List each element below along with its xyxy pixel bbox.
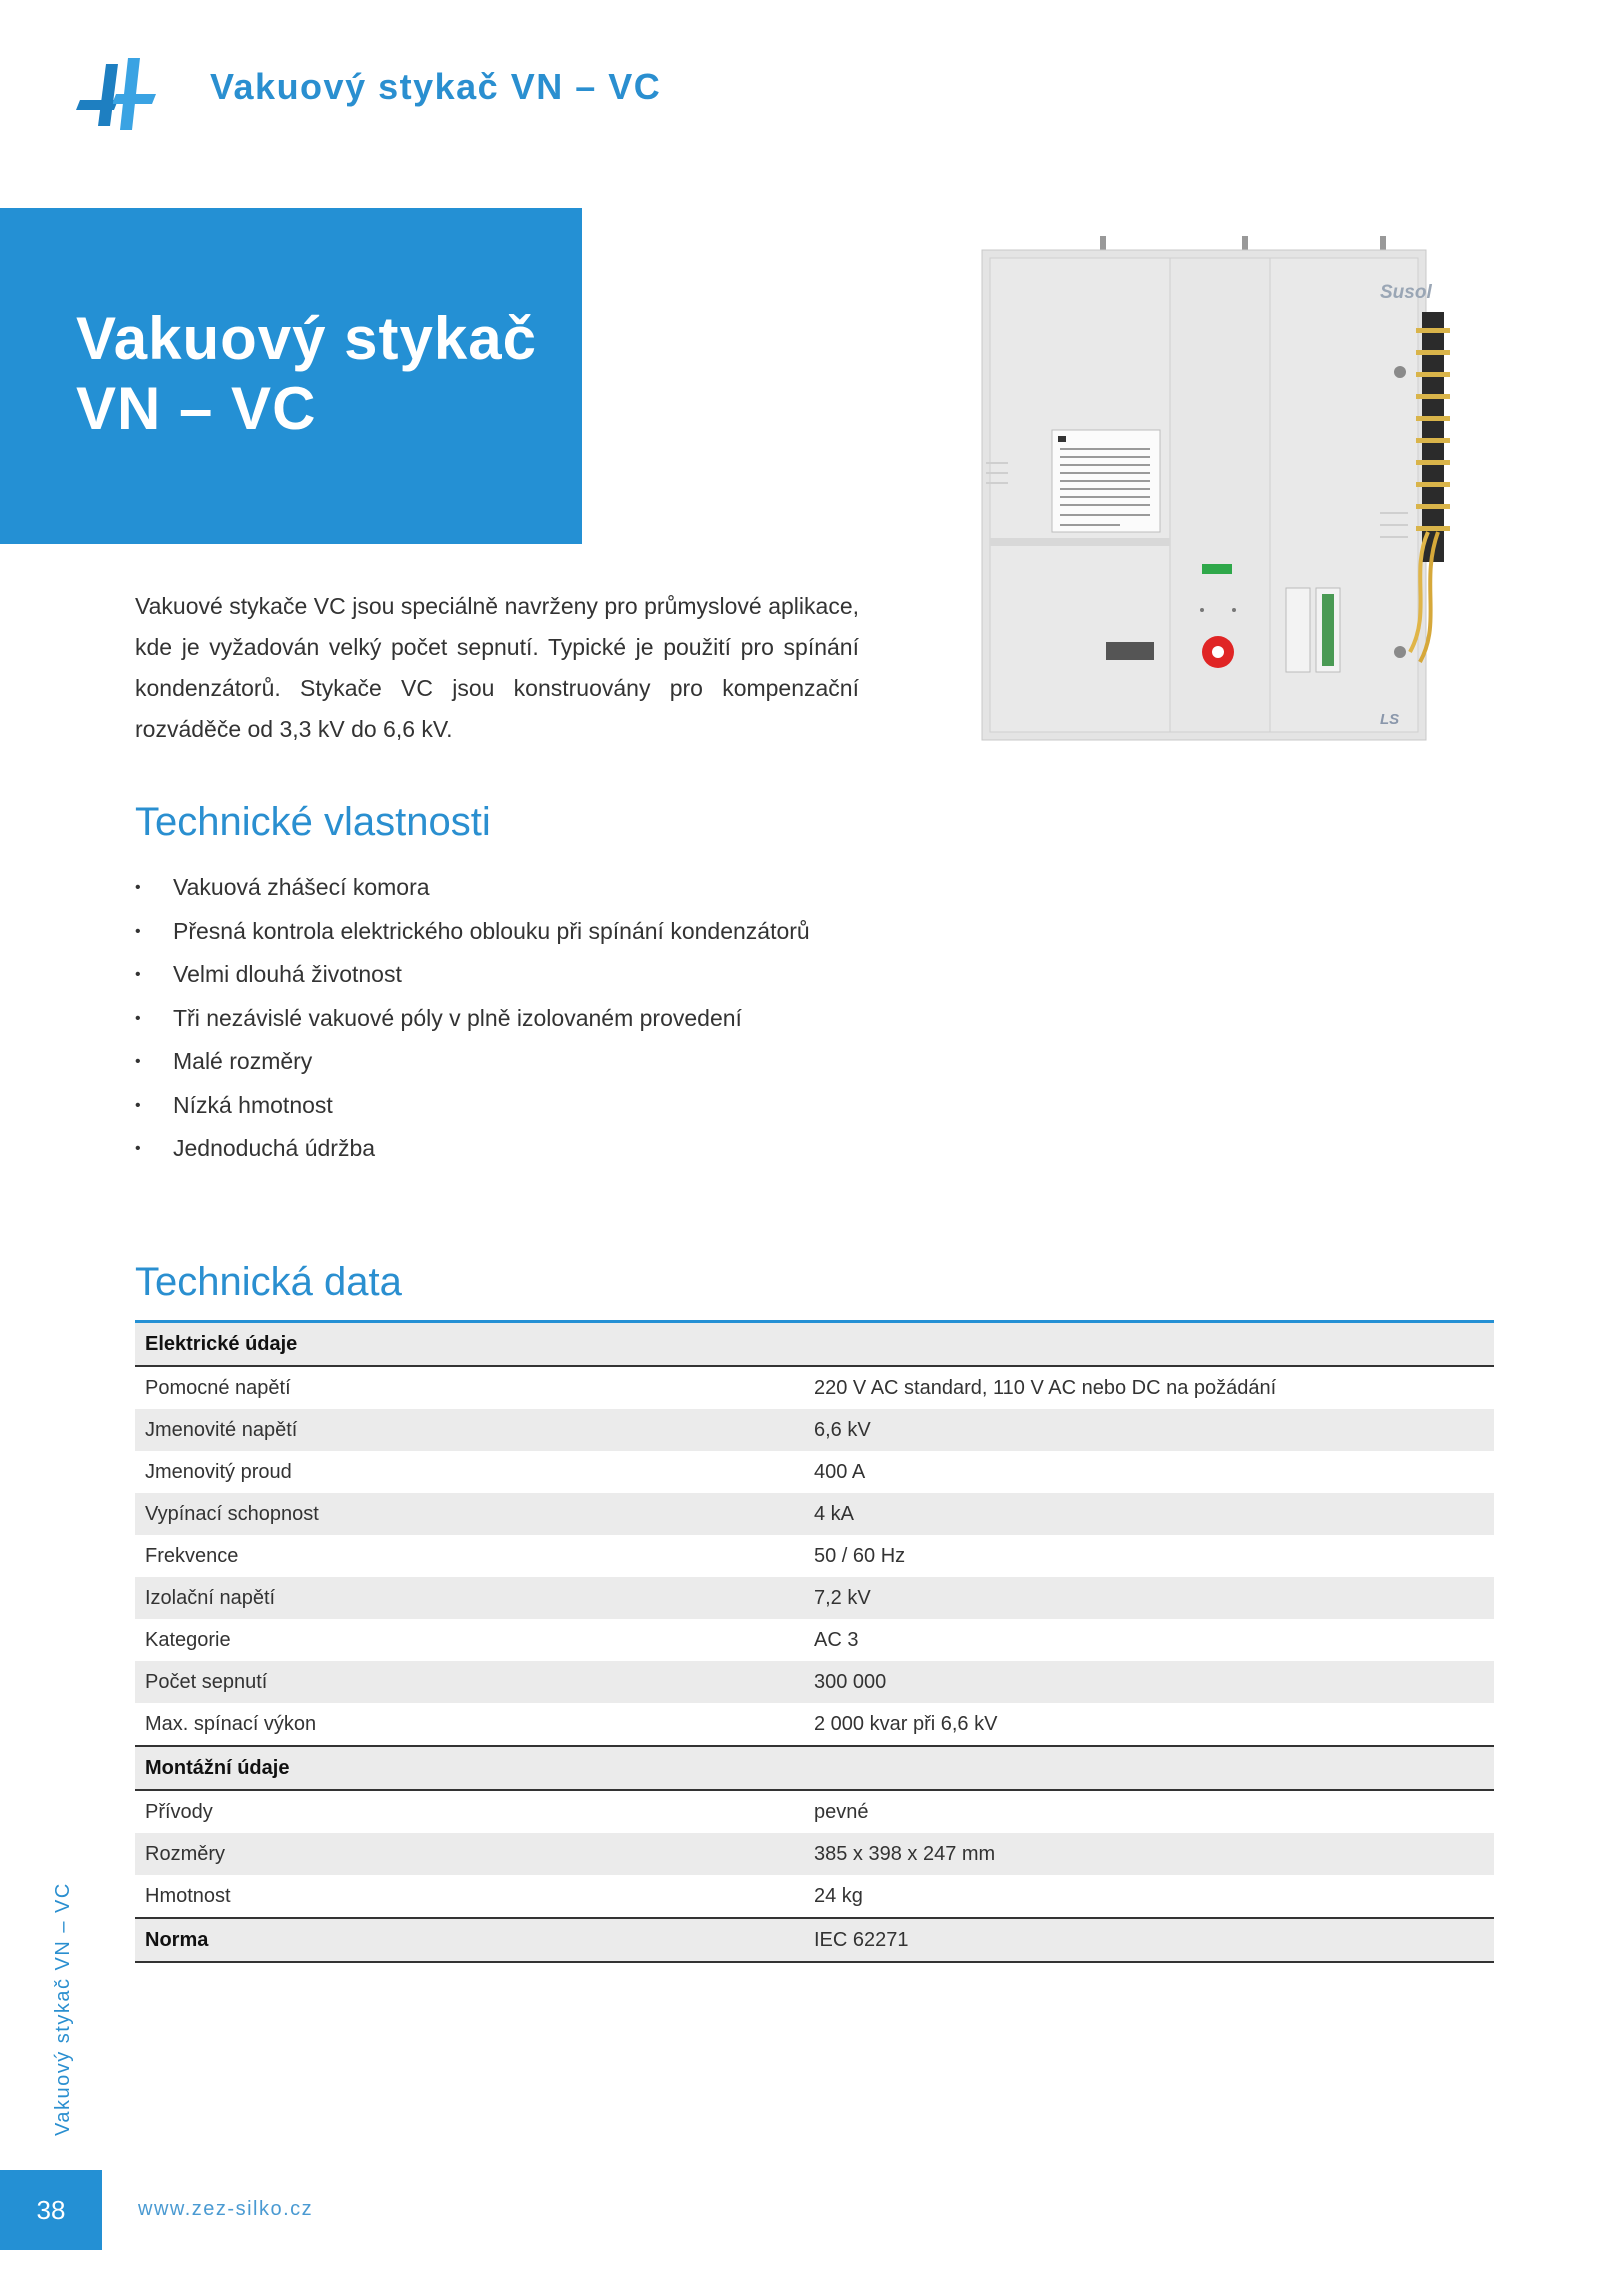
table-row xyxy=(135,1875,1494,1918)
feature-label: Velmi dlouhá životnost xyxy=(173,961,402,987)
row-label: Vypínací schopnost xyxy=(135,1493,804,1535)
feature-label: Malé rozměry xyxy=(173,1048,313,1074)
row-value: pevné xyxy=(814,1800,869,1823)
row-value: 2 000 kvar při 6,6 kV xyxy=(814,1712,998,1735)
header-title: Vakuový stykač VN – VC xyxy=(210,66,662,107)
row-value: 385 x 398 x 247 mm xyxy=(804,1833,1494,1875)
tech-data-title: Technická data xyxy=(135,1260,402,1304)
feature-label: Jednoduchá údržba xyxy=(173,1135,376,1161)
intro-paragraph: Vakuové stykače VC jsou speciálně navrženy pro průmyslové aplikace, kde je vyžadován velký počet sepnutí. Typické je použití pro spínání kondenzátorů. Stykače VC jsou konstruovány pro kompenzační rozváděče od 3,3 kV do 6,6 kV. xyxy=(135,593,859,742)
product-brand-text: Susol xyxy=(1380,282,1432,303)
row-label: Kategorie xyxy=(145,1628,231,1651)
bullet-icon: • xyxy=(135,1053,141,1070)
group-label: Elektrické údaje xyxy=(135,1322,1494,1367)
table-row xyxy=(135,1409,1494,1451)
list-item xyxy=(135,997,810,1041)
product-maker-text: LS xyxy=(1380,711,1400,728)
bullet-icon: • xyxy=(135,1140,141,1157)
norm-label: Norma xyxy=(135,1918,804,1962)
row-value: 4 kA xyxy=(804,1493,1494,1535)
group-label: Montážní údaje xyxy=(135,1746,1494,1790)
footer-url[interactable]: www.zez-silko.cz xyxy=(138,2198,314,2220)
row-value: 6,6 kV xyxy=(804,1409,1494,1451)
row-label: Jmenovité napětí xyxy=(135,1409,804,1451)
list-item xyxy=(135,953,810,997)
bullet-icon: • xyxy=(135,966,141,983)
table-row xyxy=(135,1366,1494,1409)
bullet-icon: • xyxy=(135,1009,141,1027)
table-group-row xyxy=(135,1746,1494,1790)
features-list xyxy=(135,866,810,1171)
hero-title-line-1: Vakuový stykač xyxy=(76,305,537,372)
list-item xyxy=(135,866,810,910)
tech-data-table xyxy=(135,1320,1494,1963)
row-label: Počet sepnutí xyxy=(135,1661,804,1703)
features-title: Technické vlastnosti xyxy=(135,800,491,844)
table-row xyxy=(135,1493,1494,1535)
table-row xyxy=(135,1577,1494,1619)
hero-title xyxy=(76,304,537,444)
feature-label: Nízká hmotnost xyxy=(173,1091,333,1118)
table-row xyxy=(135,1535,1494,1577)
table-row xyxy=(135,1790,1494,1833)
list-item xyxy=(135,1084,810,1128)
row-value: 400 A xyxy=(814,1460,866,1483)
hero-banner xyxy=(0,208,582,544)
bullet-icon: • xyxy=(135,879,141,896)
row-value: 300 000 xyxy=(804,1661,1494,1703)
row-label: Jmenovitý proud xyxy=(145,1460,292,1483)
list-item xyxy=(135,910,810,954)
row-value: 220 V AC standard, 110 V AC nebo DC na požádání xyxy=(814,1376,1277,1399)
bullet-icon: • xyxy=(135,922,141,940)
row-label: Přívody xyxy=(145,1800,213,1823)
row-label: Frekvence xyxy=(145,1544,239,1567)
list-item xyxy=(135,1040,810,1084)
feature-label: Tři nezávislé vakuové póly v plně izolovaném provedení xyxy=(173,1004,742,1031)
table-row xyxy=(135,1703,1494,1746)
table-row xyxy=(135,1661,1494,1703)
brand-logo-icon xyxy=(70,54,162,134)
row-value: 7,2 kV xyxy=(804,1577,1494,1619)
product-image xyxy=(980,232,1450,760)
hero-title-line-2: VN – VC xyxy=(76,375,317,442)
table-group-row xyxy=(135,1322,1494,1367)
row-label: Pomocné napětí xyxy=(145,1376,291,1399)
page-number: 38 xyxy=(0,2170,102,2250)
list-item xyxy=(135,1127,810,1171)
row-label: Hmotnost xyxy=(145,1884,231,1907)
feature-label: Přesná kontrola elektrického oblouku při spínání kondenzátorů xyxy=(173,917,810,944)
row-label: Rozměry xyxy=(135,1833,804,1875)
norm-value: IEC 62271 xyxy=(804,1918,1494,1962)
row-value: AC 3 xyxy=(814,1628,859,1651)
row-value: 24 kg xyxy=(814,1884,863,1907)
table-row-norm xyxy=(135,1918,1494,1962)
feature-label: Vakuová zhášecí komora xyxy=(173,874,430,900)
table-row xyxy=(135,1451,1494,1493)
row-label: Izolační napětí xyxy=(135,1577,804,1619)
row-value: 50 / 60 Hz xyxy=(814,1544,906,1567)
table-row xyxy=(135,1833,1494,1875)
bullet-icon: • xyxy=(135,1096,141,1114)
table-row xyxy=(135,1619,1494,1661)
row-label: Max. spínací výkon xyxy=(145,1712,317,1735)
side-label: Vakuový stykač VN – VC xyxy=(52,1882,74,2136)
